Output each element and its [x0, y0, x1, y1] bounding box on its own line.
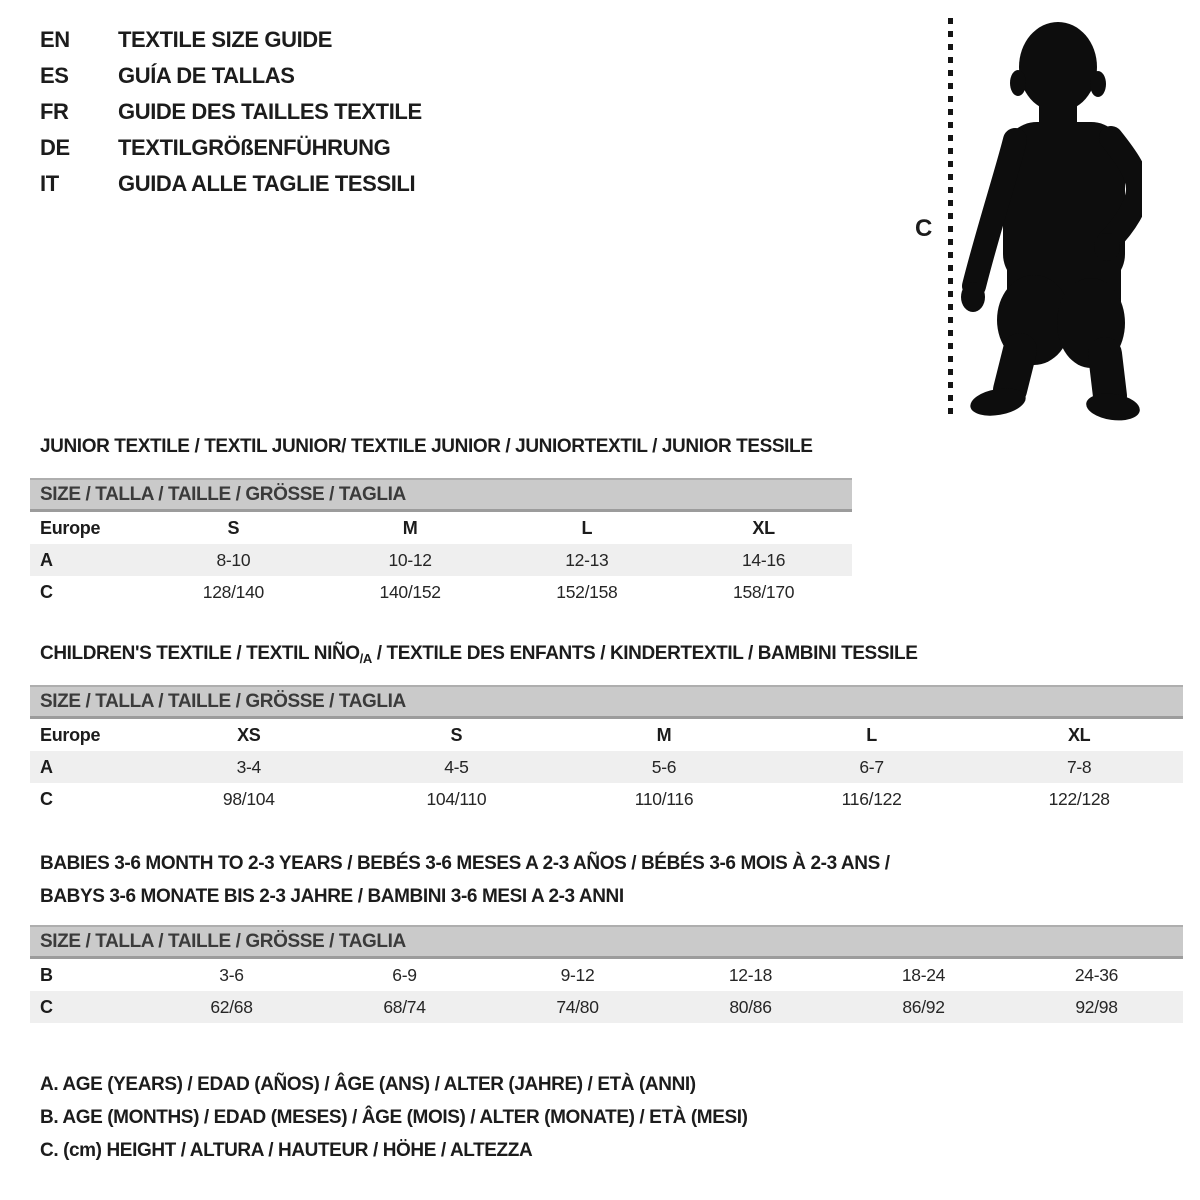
value-cell: 3-4	[236, 756, 261, 777]
language-title-list	[40, 22, 422, 202]
language-row-de	[40, 130, 422, 166]
value-cell: 152/158	[556, 581, 618, 602]
row-label: Europe	[40, 517, 101, 538]
value-cell: 4-5	[444, 756, 469, 777]
value-cell: 140/152	[379, 581, 441, 602]
value-cell: 122/128	[1048, 788, 1110, 809]
language-code: IT	[40, 171, 59, 196]
table-row-height	[30, 783, 1183, 815]
size-header-bar	[30, 685, 1183, 719]
value-cell: 110/116	[634, 788, 694, 809]
value-cell: 18-24	[901, 964, 946, 985]
row-label: A	[40, 756, 53, 777]
size-cell: S	[227, 517, 240, 538]
legend-height-cm: C. (cm) HEIGHT / ALTURA / HAUTEUR / HÖHE / ALTEZZA	[40, 1140, 533, 1161]
language-row-en	[40, 22, 422, 58]
table-row-height	[30, 991, 1183, 1023]
table-row-height	[30, 576, 852, 608]
value-cell: 3-6	[219, 964, 244, 985]
value-cell: 98/104	[222, 788, 275, 809]
table-row-age	[30, 751, 1183, 783]
row-label: C	[40, 788, 53, 809]
value-cell: 24-36	[1074, 964, 1119, 985]
table-row-europe	[30, 719, 1183, 751]
row-label: C	[40, 996, 53, 1017]
value-cell: 7-8	[1066, 756, 1092, 777]
size-cell: S	[450, 724, 463, 745]
table-row-europe	[30, 512, 852, 544]
row-label: A	[40, 549, 53, 570]
value-cell: 6-9	[392, 964, 417, 985]
table-row-age	[30, 544, 852, 576]
value-cell: 12-18	[728, 964, 773, 985]
size-cell: XL	[1067, 724, 1091, 745]
value-cell: 10-12	[388, 549, 432, 570]
value-cell: 6-7	[859, 756, 884, 777]
legend-age-months: B. AGE (MONTHS) / EDAD (MESES) / ÂGE (MOIS) / ALTER (MONATE) / ETÀ (MESI)	[40, 1107, 748, 1128]
table-row-months	[30, 959, 1183, 991]
guide-title: GUIDE DES TAILLES TEXTILE	[118, 99, 422, 124]
size-cell: XS	[237, 724, 261, 745]
size-header-label: SIZE / TALLA / TAILLE / GRÖSSE / TAGLIA	[40, 930, 406, 952]
size-header-label: SIZE / TALLA / TAILLE / GRÖSSE / TAGLIA	[40, 690, 406, 712]
value-cell: 12-13	[565, 549, 609, 570]
junior-size-table	[30, 478, 852, 608]
value-cell: 68/74	[383, 996, 426, 1017]
guide-title: TEXTILE SIZE GUIDE	[118, 27, 333, 52]
value-cell: 158/170	[733, 581, 795, 602]
children-section-heading	[40, 643, 917, 666]
size-cell: L	[581, 517, 593, 538]
guide-title: TEXTILGRÖßENFÜHRUNG	[118, 135, 391, 160]
guide-title: GUÍA DE TALLAS	[118, 63, 295, 88]
legend-age-years: A. AGE (YEARS) / EDAD (AÑOS) / ÂGE (ANS) / ALTER (JAHRE) / ETÀ (ANNI)	[40, 1074, 696, 1095]
value-cell: 86/92	[902, 996, 945, 1017]
language-code: ES	[40, 63, 69, 88]
babies-heading-line1: BABIES 3-6 MONTH TO 2-3 YEARS / BEBÉS 3-6 MESES A 2-3 AÑOS / BÉBÉS 3-6 MOIS À 2-3 ANS /	[40, 853, 890, 874]
size-cell: M	[656, 724, 672, 745]
size-header-bar	[30, 478, 852, 512]
value-cell: 80/86	[729, 996, 772, 1017]
toddler-silhouette-icon	[957, 20, 1142, 422]
value-cell: 116/122	[841, 788, 902, 809]
language-row-es	[40, 58, 422, 94]
value-cell: 74/80	[556, 996, 599, 1017]
value-cell: 62/68	[210, 996, 253, 1017]
language-code: EN	[40, 27, 70, 52]
babies-section-heading	[40, 847, 890, 913]
value-cell: 14-16	[741, 549, 786, 570]
language-code: FR	[40, 99, 69, 124]
size-header-bar	[30, 925, 1183, 959]
junior-section-heading: JUNIOR TEXTILE / TEXTIL JUNIOR/ TEXTILE JUNIOR / JUNIORTEXTIL / JUNIOR TESSILE	[40, 436, 813, 457]
babies-heading-line2: BABYS 3-6 MONATE BIS 2-3 JAHRE / BAMBINI 3-6 MESI A 2-3 ANNI	[40, 886, 624, 907]
children-size-table	[30, 685, 1183, 815]
height-measure-label: C	[915, 215, 933, 242]
size-cell: L	[866, 724, 877, 745]
row-label: C	[40, 581, 53, 602]
value-cell: 5-6	[651, 756, 677, 777]
language-row-it	[40, 166, 422, 202]
value-cell: 92/98	[1075, 996, 1118, 1017]
size-header-label: SIZE / TALLA / TAILLE / GRÖSSE / TAGLIA	[40, 483, 406, 505]
row-label: B	[40, 964, 53, 985]
measurement-legend	[40, 1068, 748, 1167]
language-row-fr	[40, 94, 422, 130]
value-cell: 9-12	[560, 964, 595, 985]
value-cell: 104/110	[426, 788, 487, 809]
children-heading-subscript: /A	[359, 651, 372, 666]
height-measure-dashed-line	[948, 18, 953, 415]
language-code: DE	[40, 135, 70, 160]
babies-size-table	[30, 925, 1183, 1023]
size-cell: M	[402, 517, 418, 538]
size-cell: XL	[752, 517, 775, 538]
children-heading-text: CHILDREN'S TEXTILE / TEXTIL NIÑO	[40, 643, 360, 664]
children-heading-text: / TEXTILE DES ENFANTS / KINDERTEXTIL / BAMBINI TESSILE	[371, 643, 918, 664]
value-cell: 128/140	[202, 581, 264, 602]
guide-title: GUIDA ALLE TAGLIE TESSILI	[118, 171, 416, 196]
row-label: Europe	[40, 724, 101, 745]
value-cell: 8-10	[216, 549, 251, 570]
